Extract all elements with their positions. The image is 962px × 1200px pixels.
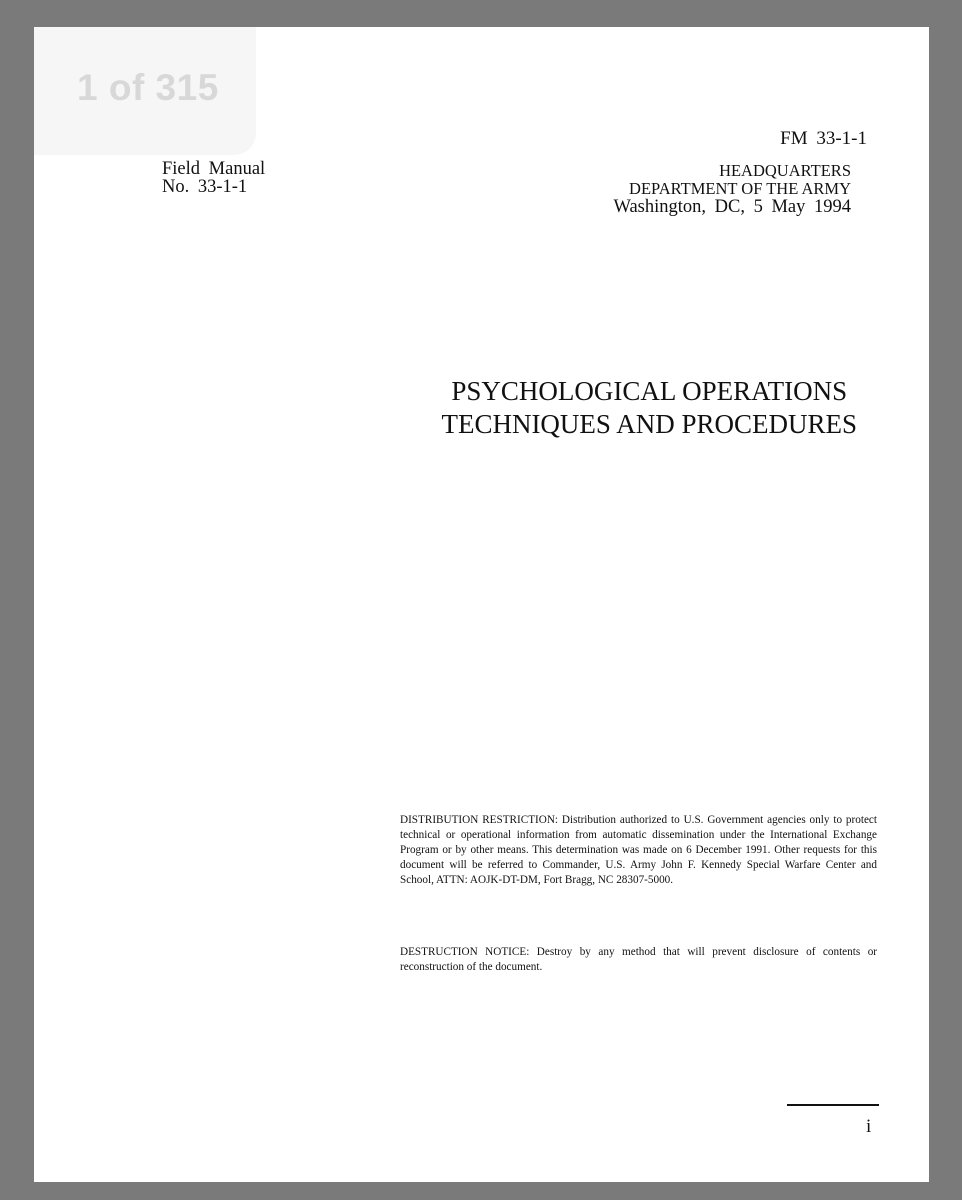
document-page[interactable] [34, 27, 929, 1182]
headquarters-label: HEADQUARTERS [719, 161, 851, 180]
field-manual-number: No. 33-1-1 [162, 177, 248, 197]
distribution-restriction-label: DISTRIBUTION RESTRICTION: [400, 814, 559, 826]
fm-number: FM 33-1-1 [780, 128, 867, 149]
title-line-2: TECHNIQUES AND PROCEDURES [441, 409, 857, 439]
title-line-1: PSYCHOLOGICAL OPERATIONS [451, 376, 848, 406]
page-indicator [34, 27, 256, 155]
page-number: i [866, 1116, 872, 1137]
distribution-restriction [400, 813, 877, 888]
headquarters-block [613, 162, 851, 216]
footer-rule [787, 1104, 879, 1106]
page-indicator-label: 1 of 315 [77, 67, 219, 108]
department-label: DEPARTMENT OF THE ARMY [629, 179, 851, 198]
distribution-restriction-text: Distribution authorized to U.S. Government agencies only to protect technical or operational information from automatic dissemination under the International Exchange Program or by other means. This determination was made on 6 December 1991. Other requests for this document will be referred to Commander, U.S. Army John F. Kennedy Special Warfare Center and School, ATTN: AOJK-DT-DM, Fort Bragg, NC 28307-5000. [400, 814, 877, 886]
destruction-notice-label: DESTRUCTION NOTICE: [400, 946, 530, 958]
destruction-notice-text: Destroy by any method that will prevent disclosure of contents or reconstruction of the document. [400, 946, 878, 973]
field-manual-block [162, 160, 265, 196]
publication-date: Washington, DC, 5 May 1994 [613, 197, 851, 217]
document-title [441, 375, 857, 441]
field-manual-label: Field Manual [162, 159, 266, 179]
destruction-notice [400, 945, 877, 975]
